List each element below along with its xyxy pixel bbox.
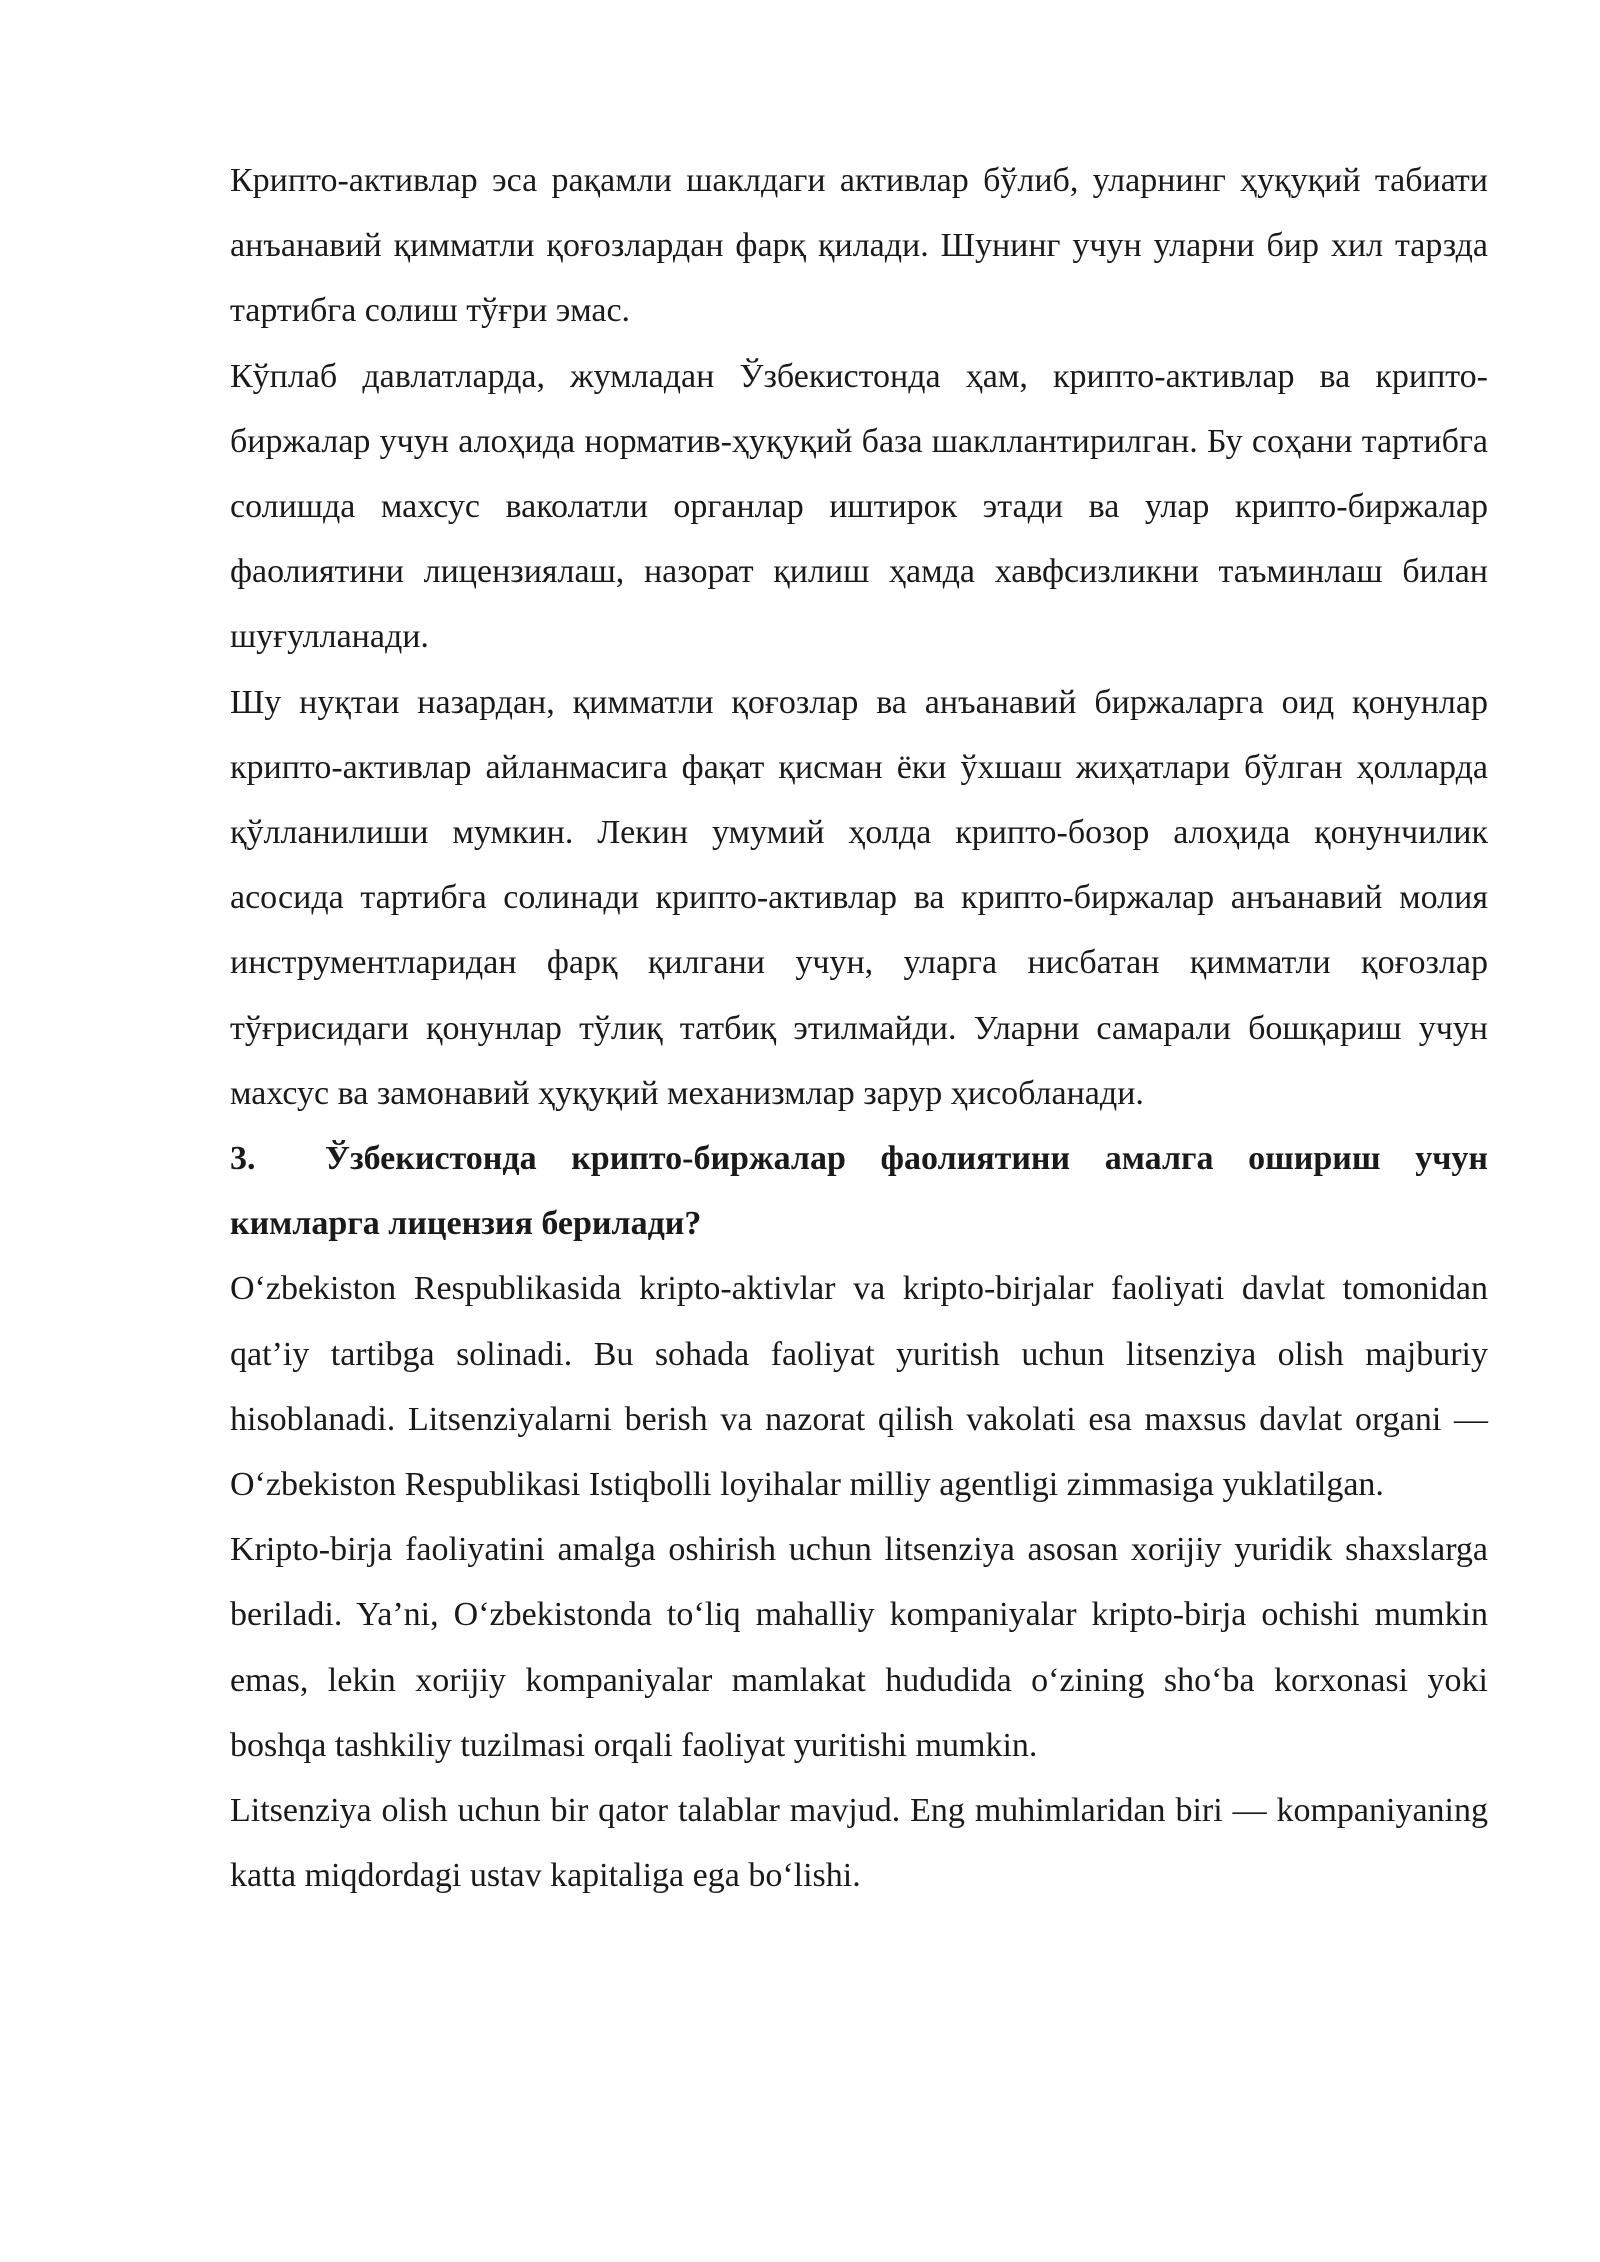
section-number: 3. — [230, 1140, 256, 1178]
document-body — [230, 148, 1488, 1908]
paragraph-foreign-entities: Kripto-birja faoliyatini amalga oshirish uchun litsenziya asosan xorijiy yuridik shaxslarga beriladi. Ya’ni, Oʻzbekistonda toʻliq mahalliy kompaniyalar kripto-birja ochishi mumkin emas, lekin xorijiy kompaniyalar mamlakat hududida oʻzining shoʻba korxonasi yoki boshqa tashkiliy tuzilmasi orqali faoliyat yuritishi mumkin. — [230, 1531, 1488, 1764]
paragraph-license-requirements: Litsenziya olish uchun bir qator talablar mavjud. Eng muhimlaridan biri — kompaniyaning katta miqdordagi ustav kapitaliga ega boʻlishi. — [230, 1792, 1488, 1895]
paragraph-regulatory-base: Кўплаб давлатларда, жумладан Ўзбекистонда ҳам, крипто-активлар ва крипто-биржалар учун алоҳида норматив-ҳуқуқий база шакллантирилган. Бу соҳани тартибга солишда махсус ваколатли органлар иштирок этади ва улар крипто-биржалар фаолиятини лицензиялаш, назорат қилиш ҳамда хавфсизликни таъминлаш билан шуғулланади. — [230, 357, 1488, 656]
paragraph-licensing-authority: Oʻzbekiston Respublikasida kripto-aktivlar va kripto-birjalar faoliyati davlat tomonidan qat’iy tartibga solinadi. Bu sohada faoliyat yuritish uchun litsenziya olish majburiy hisoblanadi. Litsenziyalarni berish va nazorat qilish vakolati esa maxsus davlat organi — Oʻzbekiston Respublikasi Istiqbolli loyihalar milliy agentligi zimmasiga yuklatilgan. — [230, 1270, 1488, 1504]
section-title: Ўзбекистонда крипто-биржалар фаолиятини амалга ошириш учун кимларга лицензия берилади? — [230, 1140, 1488, 1243]
section-heading — [230, 1126, 1488, 1256]
paragraph-crypto-assets-nature: Крипто-активлар эса рақамли шаклдаги активлар бўлиб, уларнинг ҳуқуқий табиати анъанавий қимматли қоғозлардан фарқ қилади. Шунинг учун уларни бир хил тарзда тартибга солиш тўғри эмас. — [230, 162, 1488, 330]
paragraph-securities-laws: Шу нуқтаи назардан, қимматли қоғозлар ва анъанавий биржаларга оид қонунлар крипто-активлар айланмасига фақат қисман ёки ўхшаш жиҳатлари бўлган ҳолларда қўлланилиши мумкин. Лекин умумий ҳолда крипто-бозор алоҳида қонунчилик асосида тартибга солинади крипто-активлар ва крипто-биржалар анъанавий молия инструментларидан фарқ қилгани учун, уларга нисбатан қимматли қоғозлар тўғрисидаги қонунлар тўлиқ татбиқ этилмайди. Уларни самарали бошқариш учун махсус ва замонавий ҳуқуқий механизмлар зарур ҳисобланади. — [230, 683, 1488, 1112]
